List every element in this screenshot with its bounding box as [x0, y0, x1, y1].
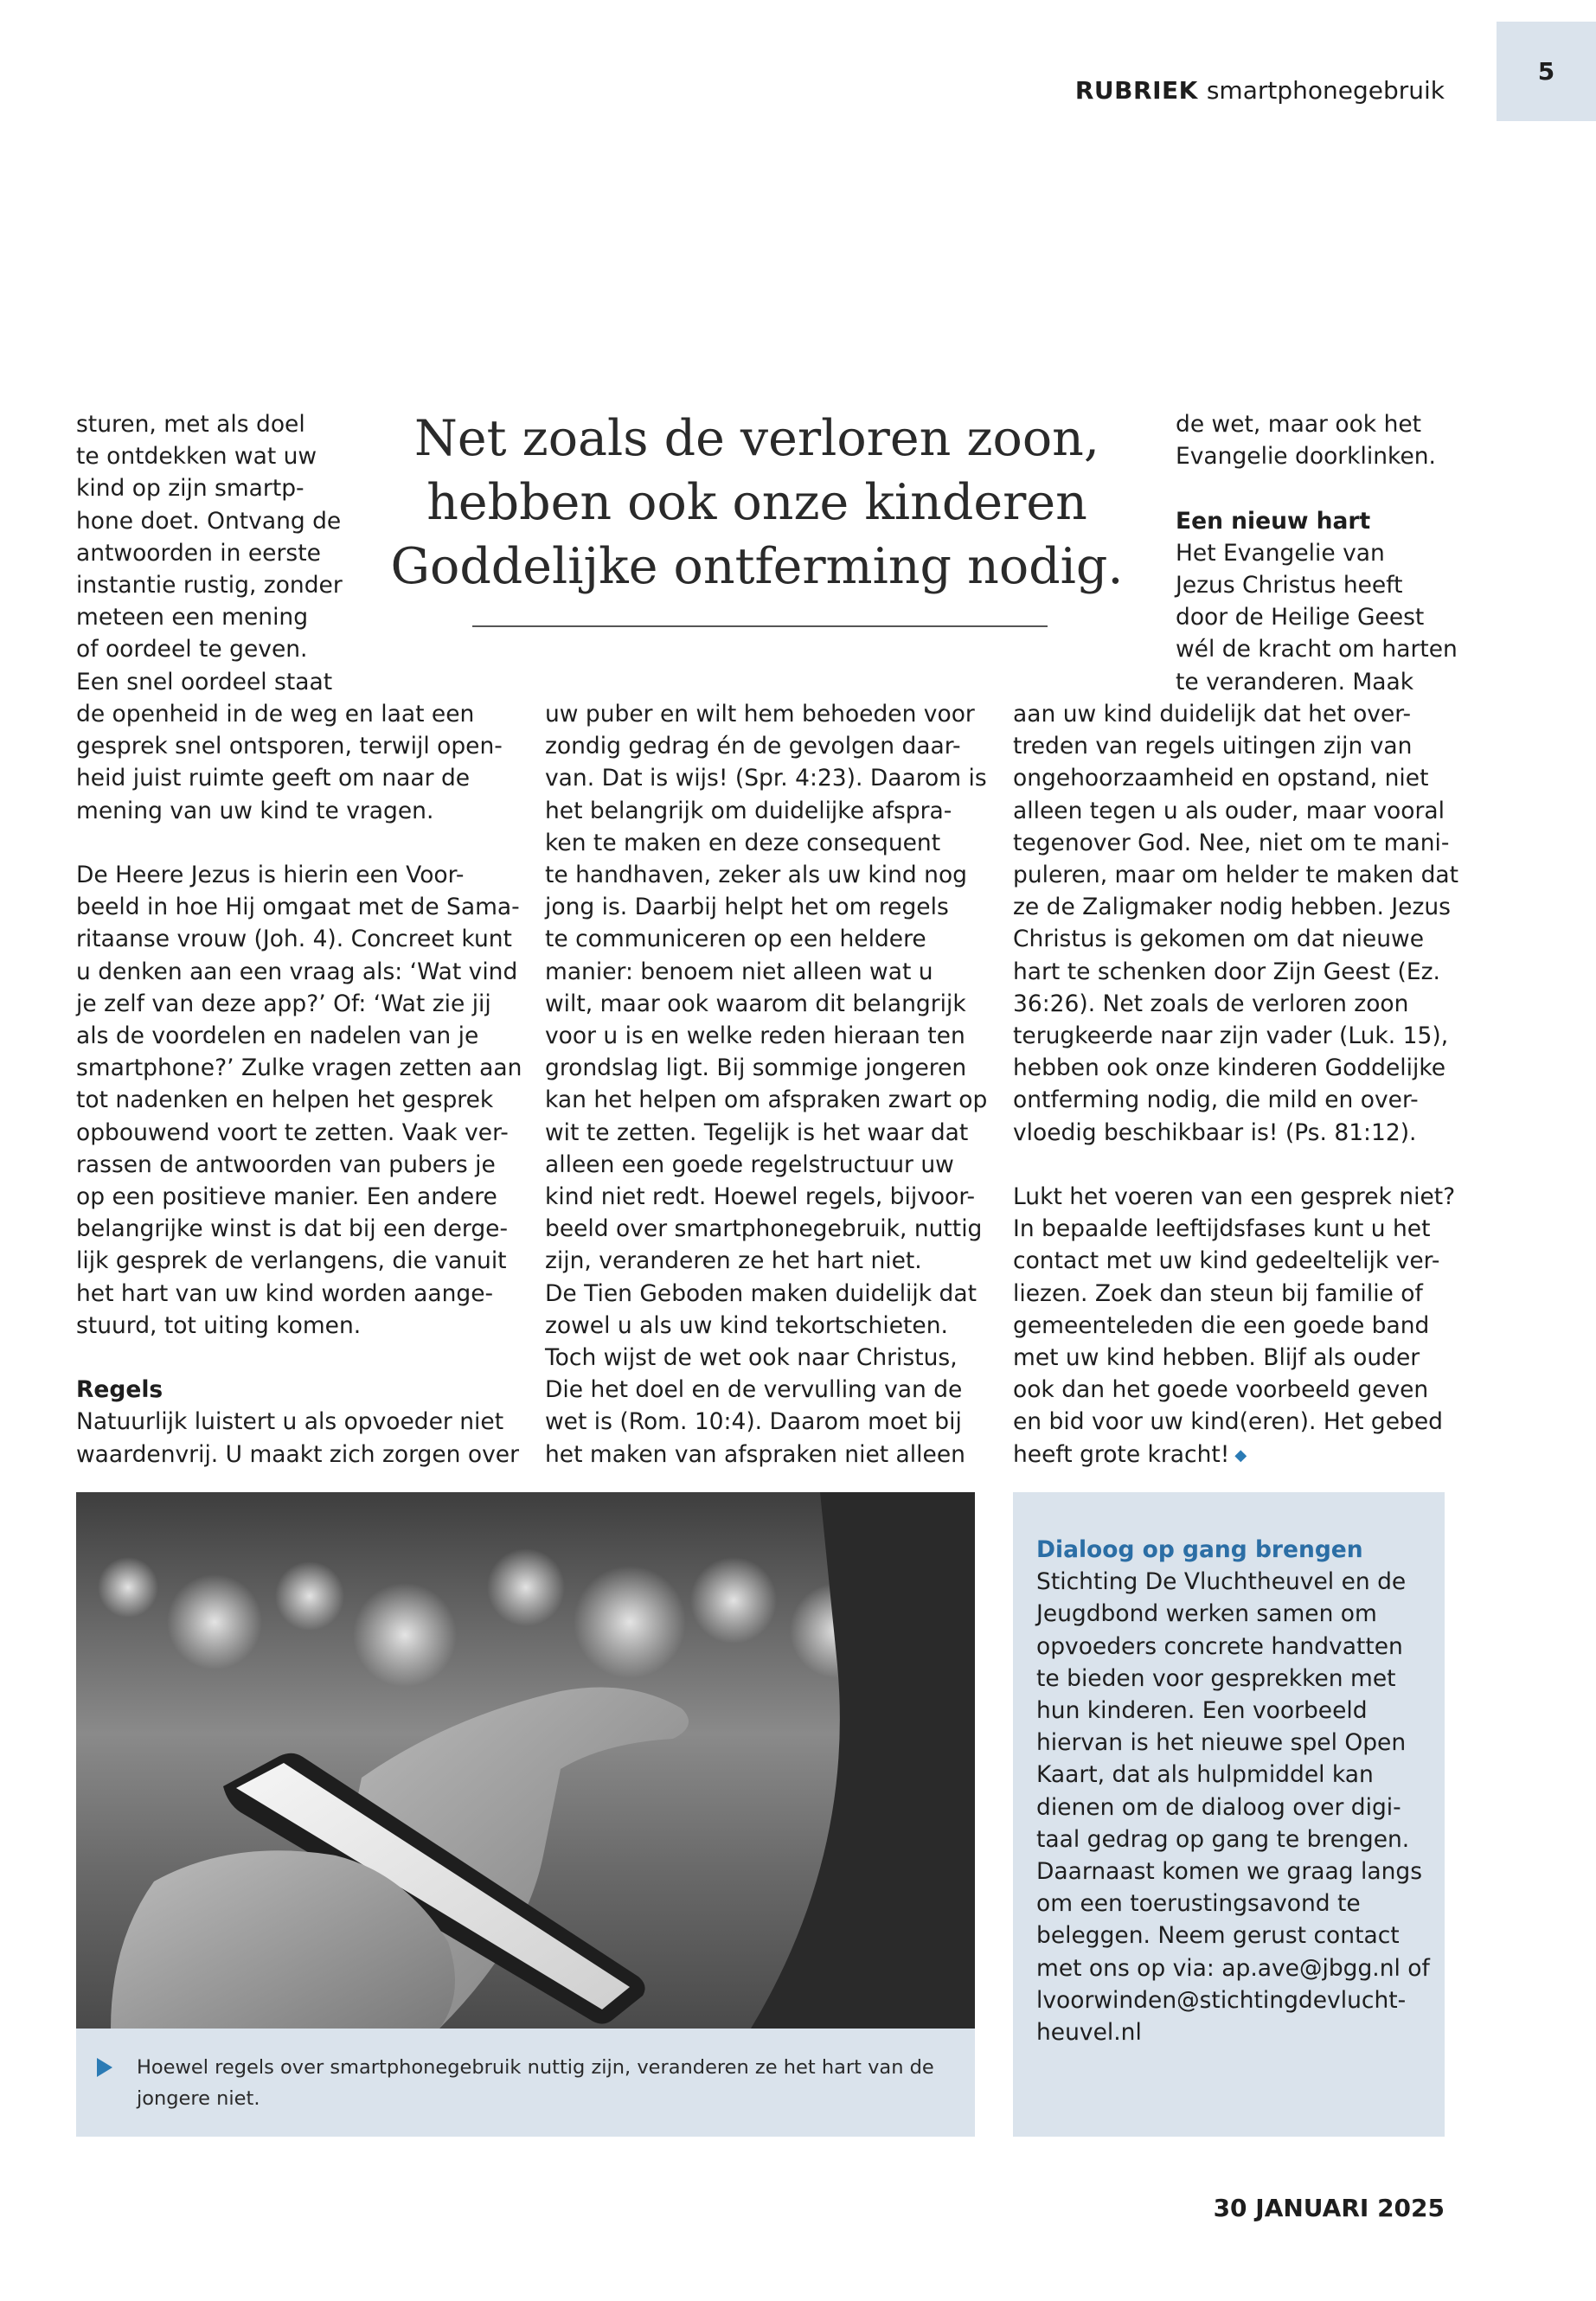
text-line: hone doet. Ontvang de: [76, 507, 342, 535]
text-line: te bieden voor gesprekken met: [1036, 1664, 1396, 1692]
text-line: het maken van afspraken niet alleen: [545, 1440, 965, 1468]
caption-line: Hoewel regels over smartphonegebruik nuttig zijn, veranderen ze het hart van de: [137, 2056, 934, 2079]
pull-quote-rule: [472, 625, 1048, 627]
text-line: 36:26). Net zoals de verloren zoon: [1013, 990, 1409, 1017]
text-line: de wet, maar ook het: [1176, 411, 1422, 438]
text-line: liezen. Zoek dan steun bij familie of: [1013, 1279, 1423, 1307]
text-line: te handhaven, zeker als uw kind nog: [545, 862, 967, 889]
text-line: kind niet redt. Hoewel regels, bijvoor-: [545, 1183, 976, 1211]
text-line: zondig gedrag én de gevolgen daar-: [545, 733, 961, 760]
issue-date: 30 JANUARI 2025: [1213, 2194, 1445, 2222]
text-line: Jezus Christus heeft: [1176, 572, 1403, 599]
text-line: Een snel oordeel staat: [76, 668, 333, 695]
text-line: In bepaalde leeftijdsfases kunt u het: [1013, 1215, 1431, 1243]
text-line: belangrijke winst is dat bij een derge-: [76, 1215, 509, 1243]
text-line: beeld over smartphonegebruik, nuttig: [545, 1215, 983, 1243]
pull-quote-line: hebben ook onze kinderen: [426, 474, 1087, 531]
text-line: hiervan is het nieuwe spel Open: [1036, 1729, 1407, 1757]
column-1-main: [76, 698, 522, 1471]
caption-line: jongere niet.: [137, 2087, 260, 2110]
text-line: sturen, met als doel: [76, 411, 305, 438]
text-line: hebben ook onze kinderen Goddelijke: [1013, 1054, 1446, 1082]
photo-caption: [76, 2029, 975, 2137]
column-3-top: [1176, 408, 1458, 698]
text-line: ken te maken en deze consequent: [545, 829, 941, 856]
text-line: heuvel.nl: [1036, 2019, 1142, 2047]
rubric-topic: smartphonegebruik: [1206, 76, 1445, 105]
text-line: meteen een mening: [76, 604, 309, 631]
page-number-tab: [1497, 22, 1596, 121]
rubric-header: [1075, 76, 1445, 105]
text-line: Christus is gekomen om dat nieuwe: [1013, 926, 1425, 953]
text-line: Jeugdbond werken samen om: [1036, 1600, 1377, 1628]
text-line: u denken aan een vraag als: ‘Wat vind: [76, 958, 518, 985]
text-line: dienen om de dialoog over digi-: [1036, 1793, 1401, 1821]
text-line: De Heere Jezus is hierin een Voor-: [76, 862, 465, 888]
text-line: het belangrijk om duidelijke afspra-: [545, 797, 952, 824]
text-line: hart te schenken door Zijn Geest (Ez.: [1013, 958, 1440, 985]
pull-quote-line: Net zoals de verloren zoon,: [414, 410, 1099, 467]
last-line-text: heeft grote kracht!: [1013, 1440, 1230, 1468]
text-line: ongehoorzaamheid en opstand, niet: [1013, 765, 1429, 792]
triangle-right-icon: [97, 2058, 112, 2077]
column-1-top: [76, 408, 343, 698]
text-line: uw puber en wilt hem behoeden voor: [545, 701, 975, 727]
text-line: Evangelie doorklinken.: [1176, 443, 1436, 471]
text-line: met uw kind hebben. Blijf als ouder: [1013, 1344, 1420, 1372]
text-line: zowel u als uw kind tekortschieten.: [545, 1311, 948, 1339]
text-line: grondslag ligt. Bij sommige jongeren: [545, 1054, 967, 1082]
text-line: wél de kracht om harten: [1176, 636, 1458, 663]
text-line: om een toerustingsavond te: [1036, 1890, 1361, 1918]
rubric-label: RUBRIEK: [1074, 76, 1198, 105]
text-line: contact met uw kind gedeeltelijk ver-: [1013, 1247, 1440, 1275]
text-line: tot nadenken en helpen het gesprek: [76, 1086, 494, 1114]
text-line: en bid voor uw kind(eren). Het gebed: [1013, 1408, 1443, 1436]
text-line: Het Evangelie van: [1176, 539, 1385, 567]
page-number: 5: [1537, 57, 1555, 86]
text-line: ook dan het goede voorbeeld geven: [1013, 1376, 1429, 1404]
text-line: Daarnaast komen we graag langs: [1036, 1858, 1423, 1886]
text-line: alleen tegen u als ouder, maar vooral: [1013, 797, 1445, 824]
text-line: gemeenteleden die een goede band: [1013, 1311, 1430, 1339]
text-line: door de Heilige Geest: [1176, 604, 1425, 631]
text-line: smartphone?’ Zulke vragen zetten aan: [76, 1054, 522, 1082]
text-line: alleen een goede regelstructuur uw: [545, 1150, 954, 1178]
text-line: van. Dat is wijs! (Spr. 4:23). Daarom is: [545, 765, 987, 792]
sidebox-heading: Dialoog op gang brengen: [1036, 1536, 1363, 1563]
subheading-regels: Regels: [76, 1376, 163, 1404]
text-line: mening van uw kind te vragen.: [76, 797, 434, 824]
text-line: beleggen. Neem gerust contact: [1036, 1922, 1400, 1950]
text-line: puleren, maar om helder te maken dat: [1013, 862, 1459, 889]
diamond-icon: ◆: [1234, 1445, 1247, 1465]
text-line: instantie rustig, zonder: [76, 572, 343, 599]
text-line: wet is (Rom. 10:4). Daarom moet bij: [545, 1408, 962, 1436]
text-line: ze de Zaligmaker nodig hebben. Jezus: [1013, 894, 1451, 921]
text-line: te ontdekken wat uw: [76, 443, 317, 471]
text-line: Stichting De Vluchtheuvel en de: [1036, 1568, 1407, 1596]
text-line: Natuurlijk luistert u als opvoeder niet: [76, 1408, 504, 1436]
text-line: de openheid in de weg en laat een: [76, 701, 475, 727]
text-line: te communiceren op een heldere: [545, 926, 926, 953]
text-line: op een positieve manier. Een andere: [76, 1183, 497, 1211]
text-line: terugkeerde naar zijn vader (Luk. 15),: [1013, 1022, 1449, 1050]
subheading-nieuw-hart: Een nieuw hart: [1176, 507, 1371, 535]
text-line: heid juist ruimte geeft om naar de: [76, 765, 471, 792]
text-line: manier: benoem niet alleen wat u: [545, 958, 933, 985]
text-line: Die het doel en de vervulling van de: [545, 1376, 963, 1404]
text-line: Lukt het voeren van een gesprek niet?: [1013, 1183, 1456, 1211]
text-line: treden van regels uitingen zijn van: [1013, 733, 1413, 760]
text-line: opbouwend voort te zetten. Vaak ver-: [76, 1118, 509, 1146]
text-line: het hart van uw kind worden aange-: [76, 1279, 494, 1307]
text-line: [1013, 1439, 1458, 1471]
text-line: Kaart, dat als hulpmiddel kan: [1036, 1761, 1374, 1789]
text-line: waardenvrij. U maakt zich zorgen over: [76, 1440, 519, 1468]
text-line: gesprek snel ontsporen, terwijl open-: [76, 733, 503, 760]
text-line: te veranderen. Maak: [1176, 668, 1414, 695]
text-line: voor u is en welke reden hieraan ten: [545, 1022, 965, 1050]
text-line: je zelf van deze app?’ Of: ‘Wat zie jij: [76, 990, 491, 1017]
text-line: stuurd, tot uiting komen.: [76, 1311, 362, 1339]
text-line: als de voordelen en nadelen van je: [76, 1022, 479, 1050]
text-line: lijk gesprek de verlangens, die vanuit: [76, 1247, 507, 1275]
text-line: beeld in hoe Hij omgaat met de Sama-: [76, 894, 520, 921]
text-line: vloedig beschikbaar is! (Ps. 81:12).: [1013, 1118, 1417, 1146]
text-line: opvoeders concrete handvatten: [1036, 1632, 1403, 1660]
smartphone-photo: [76, 1492, 975, 2029]
text-line: kan het helpen om afspraken zwart op: [545, 1086, 988, 1114]
text-line: lvoorwinden@stichtingdevlucht-: [1036, 1986, 1407, 2014]
text-line: aan uw kind duidelijk dat het over-: [1013, 701, 1412, 727]
text-line: rassen de antwoorden van pubers je: [76, 1150, 496, 1178]
column-3-main: [1013, 698, 1458, 1471]
text-line: met ons op via: ap.ave@jbgg.nl of: [1036, 1954, 1430, 1982]
text-line: taal gedrag op gang te brengen.: [1036, 1825, 1410, 1853]
pull-quote-line: Goddelijke ontferming nodig.: [390, 538, 1124, 595]
text-line: hun kinderen. Een voorbeeld: [1036, 1697, 1368, 1725]
pull-quote: [381, 407, 1133, 599]
text-line: wit te zetten. Tegelijk is het waar dat: [545, 1118, 969, 1146]
text-line: kind op zijn smartp-: [76, 475, 304, 503]
text-line: of oordeel te geven.: [76, 636, 308, 663]
text-line: Toch wijst de wet ook naar Christus,: [545, 1344, 958, 1372]
text-line: tegenover God. Nee, niet om te mani-: [1013, 829, 1450, 856]
text-line: antwoorden in eerste: [76, 539, 321, 567]
text-line: De Tien Geboden maken duidelijk dat: [545, 1279, 977, 1307]
text-line: jong is. Daarbij helpt het om regels: [545, 894, 949, 921]
text-line: zijn, veranderen ze het hart niet.: [545, 1247, 922, 1275]
column-2: [545, 698, 987, 1471]
info-sidebox: [1013, 1492, 1445, 2137]
text-line: ontferming nodig, die mild en over-: [1013, 1086, 1419, 1114]
text-line: ritaanse vrouw (Joh. 4). Concreet kunt: [76, 926, 512, 953]
text-line: wilt, maar ook waarom dit belangrijk: [545, 990, 966, 1017]
